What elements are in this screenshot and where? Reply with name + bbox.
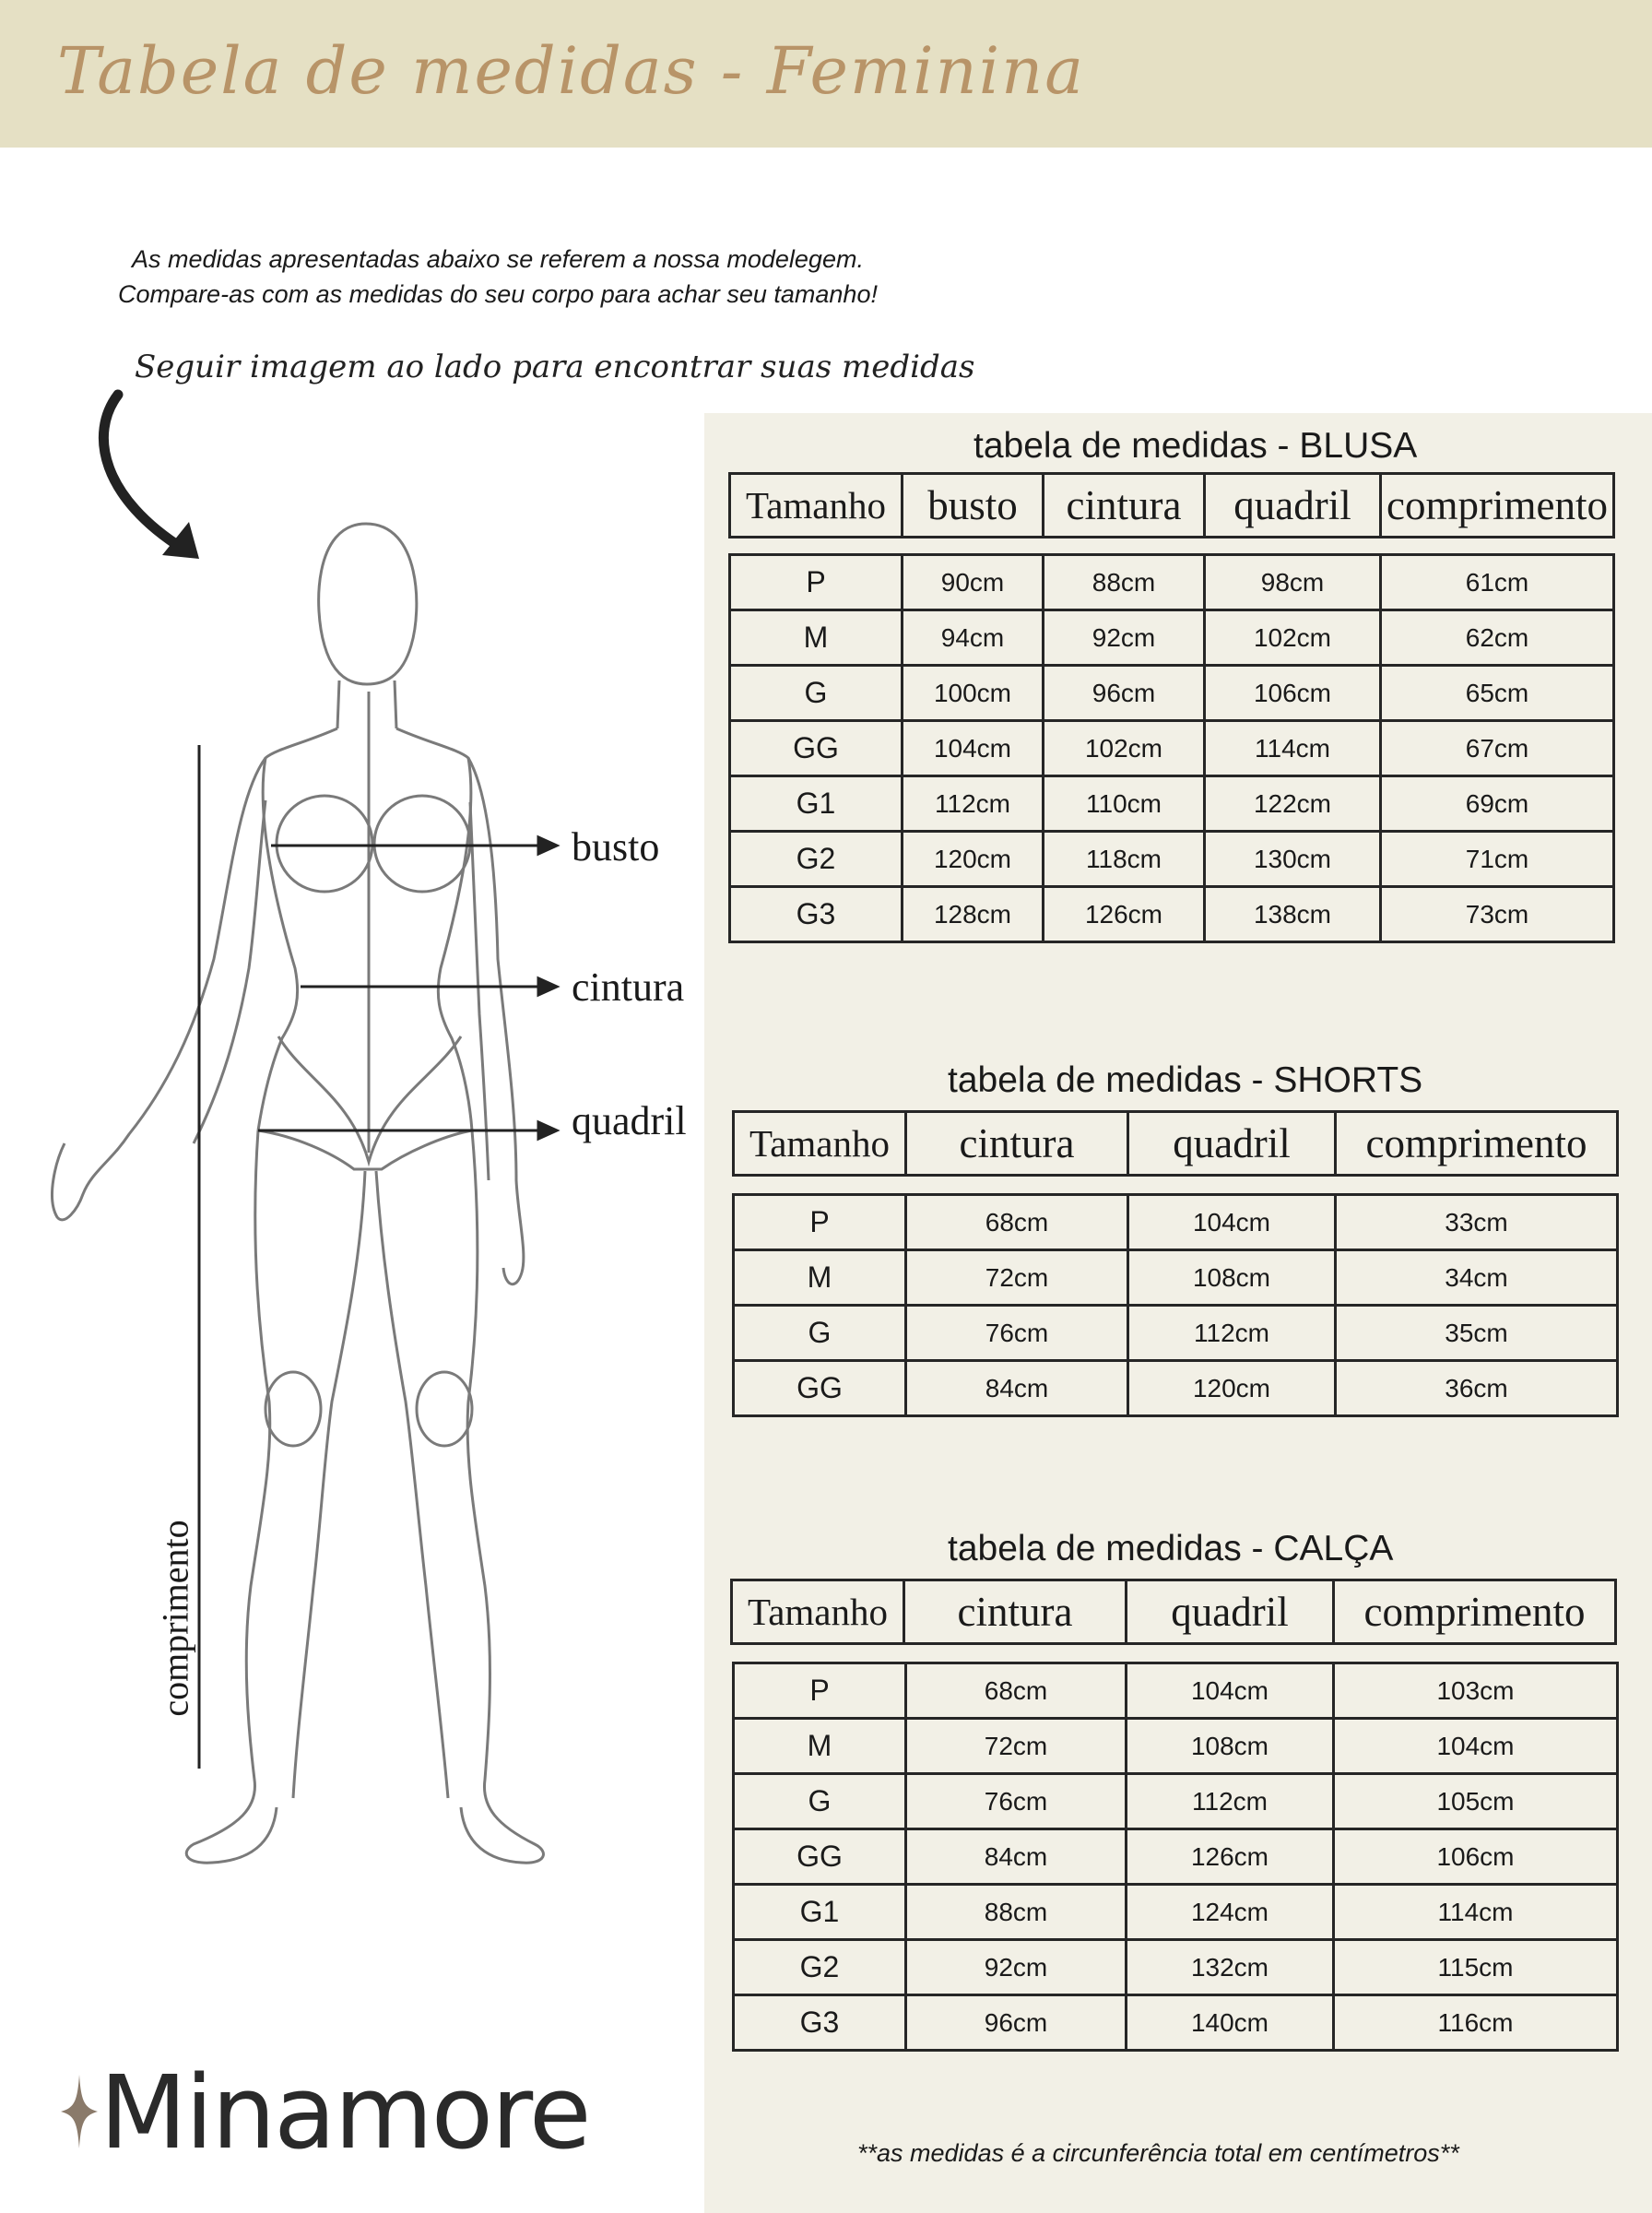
- value-cell: 69cm: [1381, 776, 1614, 832]
- blusa-table-title: tabela de medidas - BLUSA: [974, 426, 1418, 466]
- table-row: [734, 1306, 1618, 1361]
- value-cell: 61cm: [1381, 555, 1614, 610]
- quadril-label: quadril: [572, 1098, 687, 1143]
- header-cell: comprimento: [1334, 1580, 1616, 1644]
- header-cell: Tamanho: [730, 474, 903, 538]
- shorts-header-table: [732, 1110, 1619, 1177]
- table-row: [734, 1885, 1618, 1940]
- value-cell: 73cm: [1381, 887, 1614, 942]
- value-cell: 114cm: [1334, 1885, 1618, 1940]
- value-cell: 96cm: [1044, 666, 1205, 721]
- size-cell: GG: [730, 721, 903, 776]
- header-cell: quadril: [1127, 1580, 1334, 1644]
- value-cell: 67cm: [1381, 721, 1614, 776]
- header-cell: cintura: [1044, 474, 1205, 538]
- value-cell: 102cm: [1205, 610, 1381, 666]
- value-cell: 130cm: [1205, 832, 1381, 887]
- header-cell: cintura: [906, 1112, 1128, 1176]
- value-cell: 65cm: [1381, 666, 1614, 721]
- table-row: [730, 721, 1614, 776]
- size-cell: G3: [730, 887, 903, 942]
- size-cell: P: [734, 1663, 906, 1719]
- value-cell: 105cm: [1334, 1774, 1618, 1829]
- size-cell: G1: [730, 776, 903, 832]
- header-cell: Tamanho: [734, 1112, 906, 1176]
- table-row: [734, 1663, 1618, 1719]
- value-cell: 68cm: [906, 1663, 1127, 1719]
- value-cell: 124cm: [1127, 1885, 1334, 1940]
- value-cell: 114cm: [1205, 721, 1381, 776]
- table-row: [730, 776, 1614, 832]
- size-cell: G2: [730, 832, 903, 887]
- value-cell: 120cm: [903, 832, 1044, 887]
- header-cell: cintura: [904, 1580, 1127, 1644]
- value-cell: 84cm: [906, 1361, 1128, 1416]
- intro-line-1: As medidas apresentadas abaixo se referem a nossa modelegem.: [132, 245, 864, 273]
- page-title: Tabela de medidas - Feminina: [57, 33, 1085, 109]
- value-cell: 34cm: [1336, 1250, 1618, 1306]
- table-row: [730, 666, 1614, 721]
- size-cell: GG: [734, 1361, 906, 1416]
- table-row: [734, 1829, 1618, 1885]
- cintura-label: cintura: [572, 964, 685, 1010]
- size-cell: P: [730, 555, 903, 610]
- footnote: **as medidas é a circunferência total em centímetros**: [857, 2139, 1459, 2167]
- value-cell: 138cm: [1205, 887, 1381, 942]
- value-cell: 88cm: [1044, 555, 1205, 610]
- table-row: [734, 1361, 1618, 1416]
- table-row: [734, 1195, 1618, 1250]
- table-row: [734, 1995, 1618, 2051]
- table-row: [734, 1940, 1618, 1995]
- header-cell: comprimento: [1336, 1112, 1618, 1176]
- hint-text: Seguir imagem ao lado para encontrar suas medidas: [135, 349, 975, 385]
- value-cell: 103cm: [1334, 1663, 1618, 1719]
- value-cell: 128cm: [903, 887, 1044, 942]
- value-cell: 106cm: [1334, 1829, 1618, 1885]
- value-cell: 118cm: [1044, 832, 1205, 887]
- busto-label: busto: [572, 824, 660, 870]
- value-cell: 102cm: [1044, 721, 1205, 776]
- value-cell: 112cm: [1128, 1306, 1336, 1361]
- size-cell: M: [730, 610, 903, 666]
- header-cell: Tamanho: [732, 1580, 904, 1644]
- calca-header-table: [730, 1579, 1617, 1645]
- size-cell: G: [730, 666, 903, 721]
- shorts-table-title: tabela de medidas - SHORTS: [948, 1060, 1423, 1100]
- header-cell: comprimento: [1381, 474, 1614, 538]
- size-cell: G2: [734, 1940, 906, 1995]
- value-cell: 94cm: [903, 610, 1044, 666]
- value-cell: 106cm: [1205, 666, 1381, 721]
- header-cell: quadril: [1205, 474, 1381, 538]
- value-cell: 72cm: [906, 1719, 1127, 1774]
- value-cell: 88cm: [906, 1885, 1127, 1940]
- value-cell: 126cm: [1044, 887, 1205, 942]
- table-row: [730, 887, 1614, 942]
- value-cell: 132cm: [1127, 1940, 1334, 1995]
- value-cell: 108cm: [1127, 1719, 1334, 1774]
- value-cell: 92cm: [1044, 610, 1205, 666]
- value-cell: 126cm: [1127, 1829, 1334, 1885]
- value-cell: 68cm: [906, 1195, 1128, 1250]
- size-cell: G: [734, 1306, 906, 1361]
- size-cell: P: [734, 1195, 906, 1250]
- blusa-header-table: [728, 472, 1615, 538]
- blusa-data-table: [728, 553, 1615, 943]
- shorts-data-table: [732, 1193, 1619, 1417]
- four-point-star-icon: [61, 2075, 98, 2148]
- value-cell: 71cm: [1381, 832, 1614, 887]
- brand-logo: Minamore: [100, 2053, 590, 2172]
- calca-data-table: [732, 1662, 1619, 2052]
- table-row: [734, 1719, 1618, 1774]
- size-cell: G1: [734, 1885, 906, 1940]
- value-cell: 35cm: [1336, 1306, 1618, 1361]
- size-cell: G: [734, 1774, 906, 1829]
- value-cell: 90cm: [903, 555, 1044, 610]
- value-cell: 110cm: [1044, 776, 1205, 832]
- value-cell: 33cm: [1336, 1195, 1618, 1250]
- header-cell: busto: [903, 474, 1044, 538]
- value-cell: 76cm: [906, 1306, 1128, 1361]
- comprimento-label: comprimento: [154, 1520, 196, 1717]
- value-cell: 96cm: [906, 1995, 1127, 2051]
- value-cell: 98cm: [1205, 555, 1381, 610]
- size-cell: GG: [734, 1829, 906, 1885]
- value-cell: 115cm: [1334, 1940, 1618, 1995]
- value-cell: 104cm: [1128, 1195, 1336, 1250]
- value-cell: 120cm: [1128, 1361, 1336, 1416]
- value-cell: 104cm: [1127, 1663, 1334, 1719]
- intro-line-2: Compare-as com as medidas do seu corpo para achar seu tamanho!: [118, 280, 878, 308]
- value-cell: 92cm: [906, 1940, 1127, 1995]
- value-cell: 62cm: [1381, 610, 1614, 666]
- value-cell: 140cm: [1127, 1995, 1334, 2051]
- size-cell: M: [734, 1719, 906, 1774]
- value-cell: 122cm: [1205, 776, 1381, 832]
- value-cell: 76cm: [906, 1774, 1127, 1829]
- value-cell: 112cm: [903, 776, 1044, 832]
- value-cell: 104cm: [903, 721, 1044, 776]
- header-cell: quadril: [1128, 1112, 1336, 1176]
- value-cell: 112cm: [1127, 1774, 1334, 1829]
- table-row: [734, 1250, 1618, 1306]
- value-cell: 116cm: [1334, 1995, 1618, 2051]
- value-cell: 104cm: [1334, 1719, 1618, 1774]
- value-cell: 84cm: [906, 1829, 1127, 1885]
- size-cell: M: [734, 1250, 906, 1306]
- calca-table-title: tabela de medidas - CALÇA: [948, 1529, 1394, 1568]
- curved-arrow-icon: [103, 395, 199, 559]
- table-row: [734, 1774, 1618, 1829]
- value-cell: 72cm: [906, 1250, 1128, 1306]
- size-cell: G3: [734, 1995, 906, 2051]
- table-row: [730, 555, 1614, 610]
- value-cell: 108cm: [1128, 1250, 1336, 1306]
- table-row: [730, 610, 1614, 666]
- value-cell: 36cm: [1336, 1361, 1618, 1416]
- table-row: [730, 832, 1614, 887]
- value-cell: 100cm: [903, 666, 1044, 721]
